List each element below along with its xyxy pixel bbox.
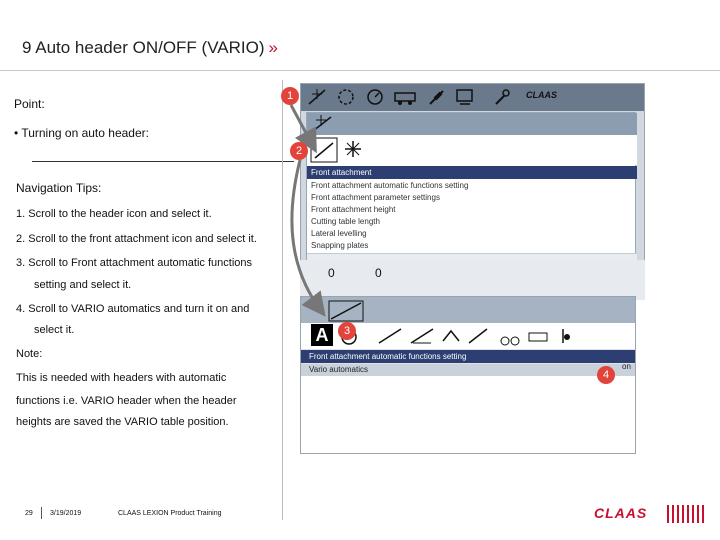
note-line-1: This is needed with headers with automatic — [16, 372, 227, 384]
claas-logo: CLAAS — [594, 505, 648, 521]
footer-separator — [41, 507, 42, 519]
step-badge-1: 1 — [281, 87, 299, 105]
auto-icon[interactable]: A — [311, 324, 333, 346]
step-badge-3: 3 — [338, 322, 356, 340]
menu-header: Front attachment — [307, 166, 637, 179]
step-badge-2: 2 — [290, 142, 308, 160]
step-1: 1. Scroll to the header icon and select it. — [16, 208, 212, 220]
note-line-2: functions i.e. VARIO header when the header — [16, 395, 237, 407]
step-4: 4. Scroll to VARIO automatics and turn it on and — [16, 303, 250, 315]
vario-automatics-row[interactable]: Vario automatics — [301, 364, 636, 376]
menu-item-auto-functions[interactable]: Front attachment automatic functions setting — [311, 181, 469, 190]
footer-date: 3/19/2019 — [50, 510, 82, 517]
bullet-text: • Turning on auto header: — [14, 126, 149, 140]
menu-item-parameter-settings[interactable]: Front attachment parameter settings — [311, 193, 440, 202]
note-line-3: heights are saved the VARIO table position. — [16, 416, 229, 428]
menu-item-cutting-length[interactable]: Cutting table length — [311, 217, 380, 226]
title-text: 9 Auto header ON/OFF (VARIO) — [22, 38, 265, 57]
readout-value-1: 0 — [328, 266, 335, 280]
vario-automatics-value: on — [622, 362, 631, 371]
menu-item-height[interactable]: Front attachment height — [311, 205, 396, 214]
readout-value-2: 0 — [375, 266, 382, 280]
step-3-cont: setting and select it. — [34, 279, 132, 291]
nav-tips-title: Navigation Tips: — [16, 181, 102, 195]
step-badge-4: 4 — [597, 366, 615, 384]
point-label: Point: — [14, 97, 45, 111]
note-label: Note: — [16, 348, 43, 360]
menu-item-snapping-plates[interactable]: Snapping plates — [311, 241, 369, 250]
logo-stripes-icon — [667, 505, 707, 523]
step-3: 3. Scroll to Front attachment automatic functions — [16, 257, 253, 269]
terminal-brand: CLAAS — [526, 90, 557, 100]
title-chevron: » — [268, 38, 278, 57]
auto-functions-header: Front attachment automatic functions setting — [301, 350, 636, 363]
step-4-cont: select it. — [34, 324, 75, 336]
menu-item-lateral-levelling[interactable]: Lateral levelling — [311, 229, 367, 238]
footer-product: CLAAS LEXION Product Training — [118, 510, 222, 517]
footer-page-number: 29 — [25, 510, 33, 517]
step-2: 2. Scroll to the front attachment icon and select it. — [16, 233, 257, 245]
